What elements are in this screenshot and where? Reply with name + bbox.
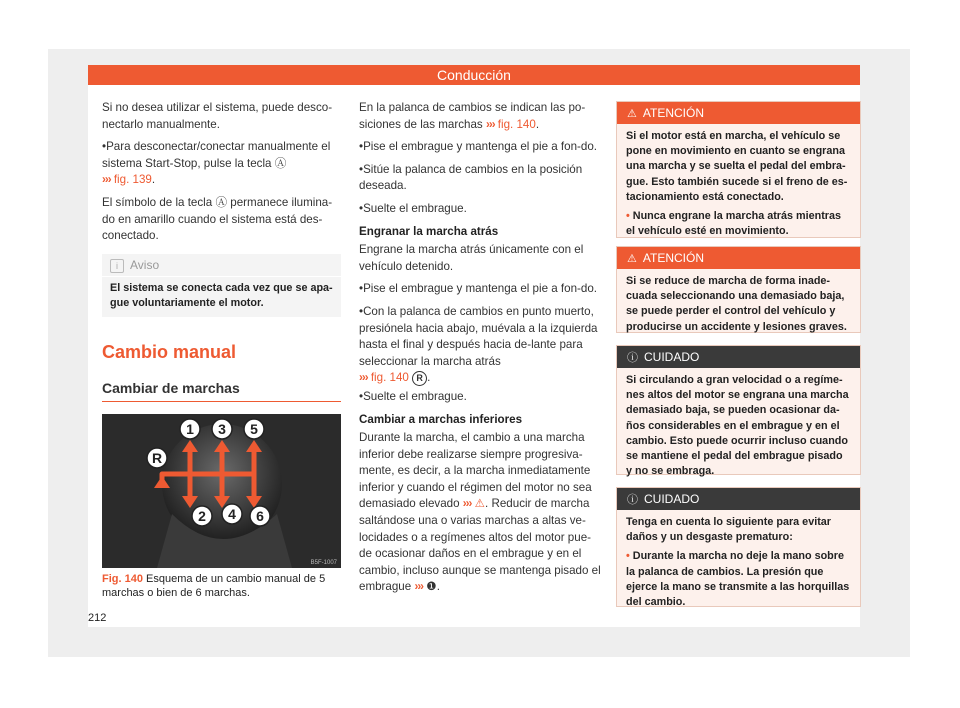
warning-header: ⚠ ATENCIÓN [617,247,860,269]
list-item: •Para desconectar/conectar manualmente el sistema Start-Stop, pulse la tecla Ⓐ ››› fig. 139. [102,140,331,187]
list-item: •Suelte el embrague. [359,389,467,403]
chapter-header: Conducción [88,65,860,85]
bullet-icon: • [359,201,364,215]
caution-header: ⓘ CUIDADO [617,488,860,510]
reverse-gear-badge: R [412,371,427,386]
list-item: •Suelte el embrague. [359,201,467,215]
list-item: •Pise el embrague y mantenga el pie a fon-do. [359,140,598,154]
bullet-icon: • [102,140,107,154]
bullet-icon: • [626,210,633,223]
paragraph: Engrane la marcha atrás únicamente con el vehículo detenido. [359,243,584,273]
note-body: El sistema se conecta cada vez que se apa-gue voluntariamente el motor. [110,282,333,309]
paragraph: Si no desea utilizar el sistema, puede desco-nectarlo manualmente. [102,101,333,131]
figure-link[interactable]: fig. 140 [370,371,409,385]
warning-icon: ⚠ [474,497,486,511]
warning-body: Si se reduce de marcha de forma inade-cuada seleccionando una demasiado baja, se puede perder el control del vehículo y producirse un accidente y lesiones graves. [626,275,847,333]
warning-body: Si el motor está en marcha, el vehículo se pone en movimiento en cuanto se engrana una marcha y se suelta el pedal del embra-gue. Esto también sucede si el freno de es-tacionamiento está conectado. • Nunca engrane la marcha atrás mientras el vehículo esté en movimiento. [626,130,848,238]
gear-label-r: R [151,450,163,466]
bullet-icon: • [359,389,364,403]
list-item: •Pise el embrague y mantenga el pie a fon-do. [359,282,598,296]
caution-header: ⓘ CUIDADO [617,346,860,368]
note-box [102,254,341,317]
ref-arrows: ››› [102,173,111,187]
warning-box-1 [616,101,861,238]
bullet-icon: • [359,140,364,154]
warning-icon: ⚠ [627,108,637,120]
list-item: •Con la palanca de cambios en punto muerto, presiónela hacia abajo, muévala a la izquierda hasta el final y después hacia de-lante para seleccionar la marcha atrás ››› fig. 140 R . [359,304,598,385]
gear-label-3: 3 [218,421,226,437]
caution-box-1 [616,345,861,478]
caution-icon: ⓘ [627,352,638,364]
figure-code: B5F-1007 [310,560,337,566]
caution-box-2 [616,487,861,607]
start-stop-icon: Ⓐ [215,195,228,209]
gear-label-2: 2 [198,508,206,524]
caution-icon: ❶ [426,580,437,594]
gearshift-illustration [102,414,341,568]
page-number: 212 [88,612,107,624]
warning-icon: ⚠ [627,253,637,265]
paragraph: Durante la marcha, el cambio a una marcha inferior debe realizarse siempre progresiva-mente, es decir, a la marcha inmediatamente inferior y cuando el régimen del motor no sea demasiado elevado ››› ⚠. Reducir de marcha saltándose una o varias marchas a altas ve-locidades o a regímenes altos del motor pue-de ocasionar daños en el embrague y en el cambio, incluso aunque se mantenga pisado el embrague ››› ❶. [359,431,601,594]
bullet-icon: • [359,162,364,176]
caution-body: Si circulando a gran velocidad o a regíme-nes altos del motor se engrana una marcha demasiado baja, se pueden ocasionar da-ños considerables en el embrague y en el cambio. Esto puede ocurrir incluso cuando se mantiene el pedal del embrague pisado y no se embraga. [626,374,849,478]
figure-link[interactable]: fig. 139 [113,173,152,187]
caution-icon: ⓘ [627,494,638,506]
column-middle [359,100,601,602]
figure-caption: Fig. 140 Esquema de un cambio manual de 5 marchas o bien de 6 marchas. [102,573,326,599]
caution-body: Tenga en cuenta lo siguiente para evitar daños y un desgaste prematuro: • Durante la marcha no deje la mano sobre la palanca de cambios. La presión que ejerce la mano se transmite a las horquillas del cambio. [626,516,850,609]
figure-link[interactable]: fig. 140 [497,117,536,131]
figure-gearshift [102,414,341,568]
bullet-icon: • [359,304,364,318]
gear-label-1: 1 [186,421,194,437]
gear-label-4: 4 [228,506,236,522]
gear-label-5: 5 [250,421,258,437]
subsection-title: Cambiar de marchas [102,380,240,396]
paragraph: En la palanca de cambios se indican las po-siciones de las marchas ››› fig. 140. [359,101,586,131]
column-left [102,100,342,251]
section-title: Cambio manual [102,342,237,362]
info-icon: i [110,259,124,273]
subheading: Engranar la marcha atrás [359,224,499,238]
start-stop-icon: Ⓐ [274,156,287,170]
gear-label-6: 6 [256,508,264,524]
warning-header: ⚠ ATENCIÓN [617,102,860,124]
paragraph: El símbolo de la tecla Ⓐ permanece ilumina-do en amarillo cuando el sistema está des-conectado. [102,195,333,243]
note-header: i Aviso [102,254,341,277]
list-item: •Sitúe la palanca de cambios en la posición deseada. [359,162,583,193]
divider [102,401,341,402]
warning-box-2 [616,246,861,333]
subheading: Cambiar a marchas inferiores [359,412,523,426]
bullet-icon: • [359,282,364,296]
bullet-icon: • [626,550,633,563]
